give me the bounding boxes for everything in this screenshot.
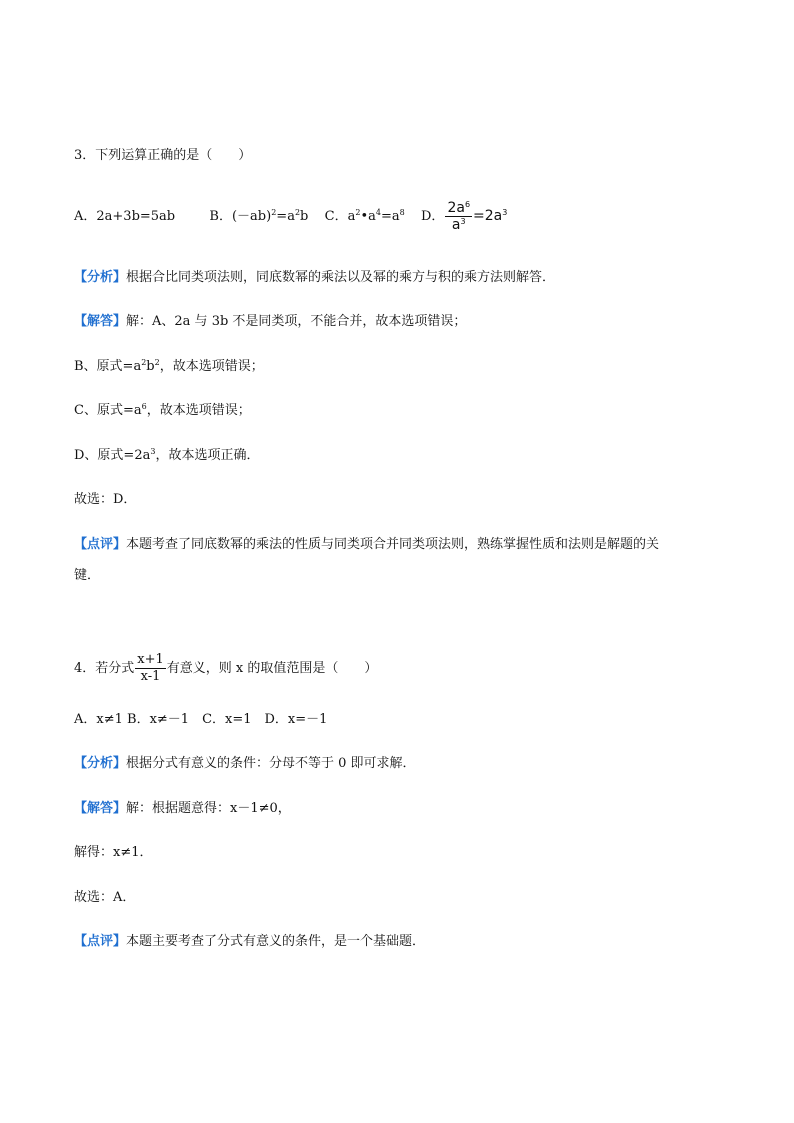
q4-fraction: $\frac{x+1}{x-1}$ (137, 652, 164, 684)
q4-analysis: 【分析】根据分式有意义的条件：分母不等于 0 即可求解． (74, 756, 416, 771)
comment-tag: 【点评】 (74, 537, 127, 552)
comment-tag: 【点评】 (74, 934, 127, 949)
q3-solution-c: C、原式$=a^6$，故本选项错误； (74, 402, 251, 418)
q3-analysis: 【分析】根据合比同类项法则，同底数幂的乘法以及幂的乘方与积的乘方法则解答． (74, 270, 556, 285)
solution-tag: 【解答】 (74, 314, 127, 329)
q4-solution: 【解答】解：根据题意得：x－1≠0， (74, 801, 291, 816)
q4-comment: 【点评】本题主要考查了分式有意义的条件，是一个基础题． (74, 934, 426, 949)
q3-comment: 【点评】本题考查了同底数幂的乘法的性质与同类项合并同类项法则，熟练掌握性质和法则是解题的关 (74, 537, 660, 552)
q4-choice: 故选：A． (74, 890, 136, 905)
q3-comment-cont: 键． (74, 568, 101, 583)
q3-choice: 故选：D． (74, 492, 137, 507)
solution-tag: 【解答】 (74, 801, 127, 816)
q3-options (74, 200, 507, 233)
q3-option-d: D． $\frac{2a^6}{a^3}$ $=2a^3$ (421, 200, 508, 233)
q4-solve: 解得：x≠1． (74, 845, 153, 860)
analysis-tag: 【分析】 (74, 756, 127, 771)
q3-solution: 【解答】解：A、2a 与 3b 不是同类项，不能合并，故本选项错误； (74, 314, 467, 329)
q3-option-a: A．2a+3b=5ab (74, 209, 176, 224)
q3-option-d-fraction: $\frac{2a^6}{a^3}$ (447, 200, 471, 233)
q4-stem: 4．若分式 $\frac{x+1}{x-1}$ 有意义，则 x 的取值范围是（ ） (74, 652, 378, 684)
q3-option-b: B．$(-ab)^2=a^2b$ (209, 208, 309, 224)
q3-solution-b: B、原式$=a^2b^2$，故本选项错误； (74, 358, 264, 374)
q3-option-c: C．$a^2•a^4=a^8$ (324, 208, 405, 224)
q4-options: A．x≠1 B．x≠－1 C．x=1 D．x=－1 (74, 712, 328, 727)
q3-solution-d: D、原式$=2a^3$，故本选项正确． (74, 447, 260, 463)
analysis-tag: 【分析】 (74, 270, 127, 285)
q3-stem: 3．下列运算正确的是（ ） (74, 148, 252, 163)
